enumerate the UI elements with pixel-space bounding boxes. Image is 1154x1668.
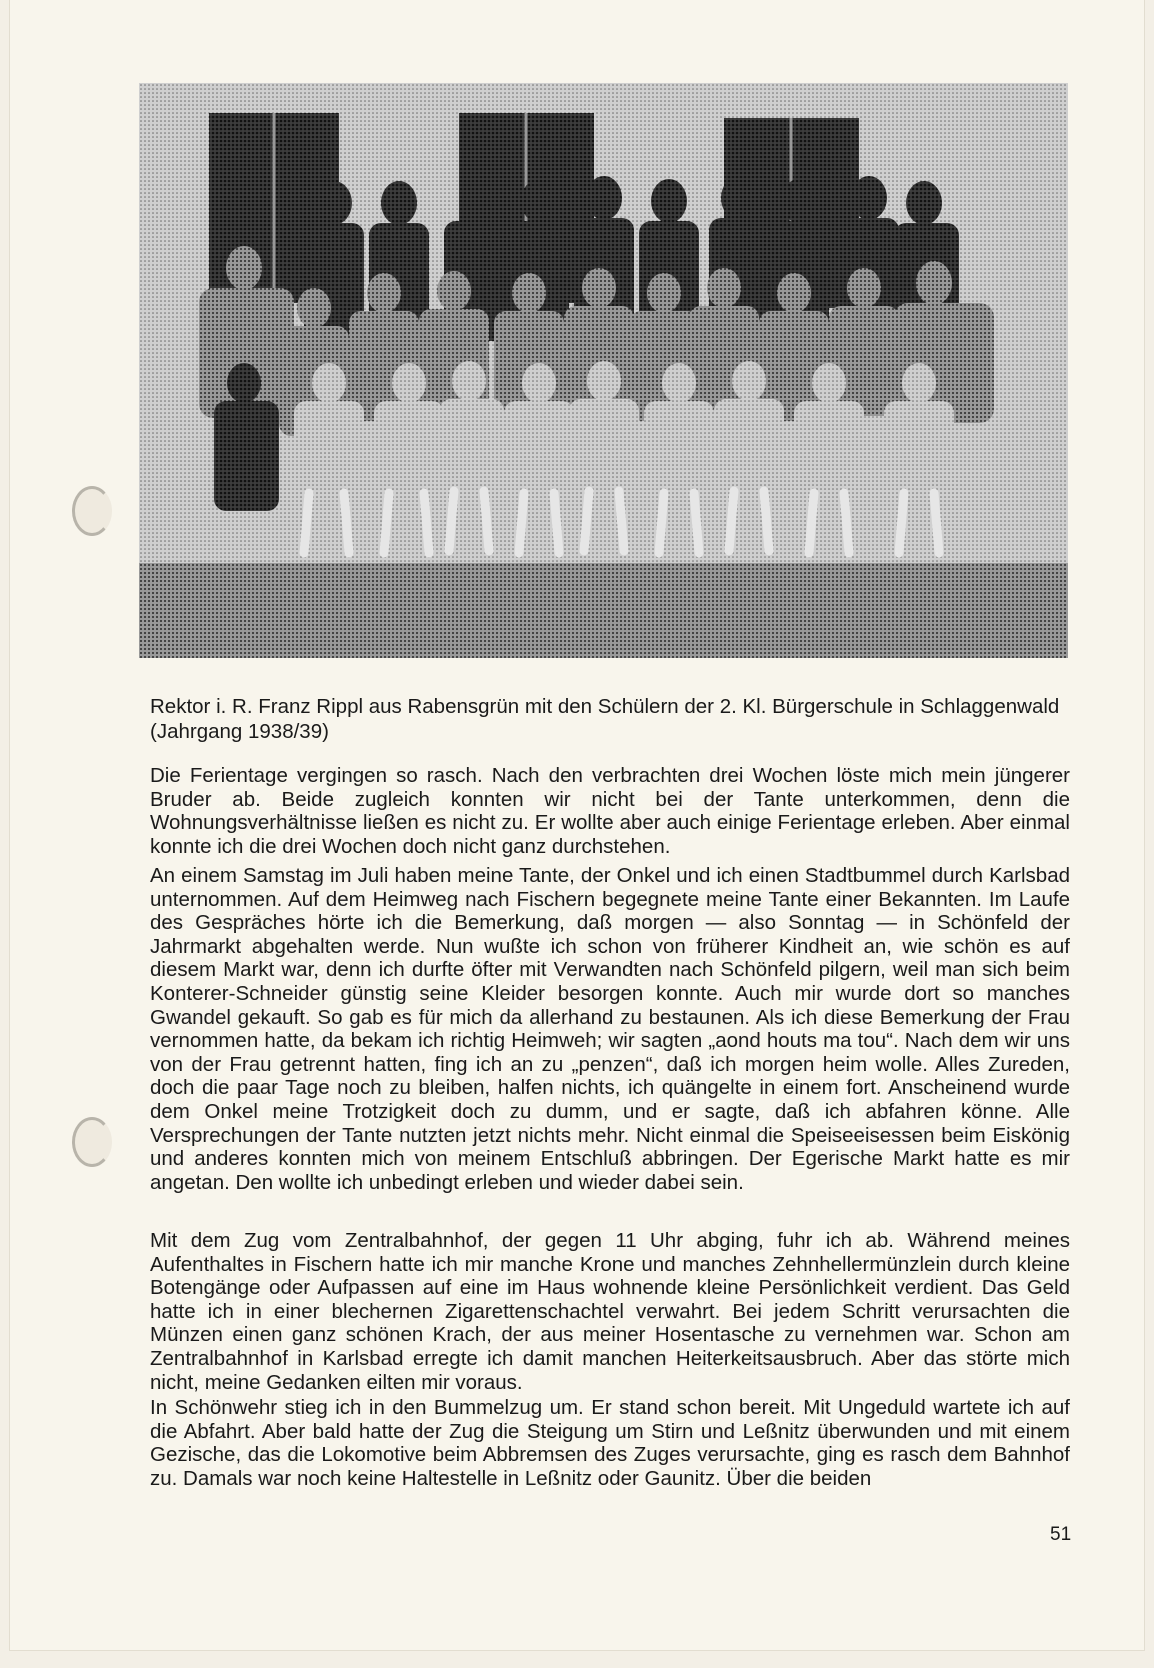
paragraph: Die Ferientage vergingen so rasch. Nach den verbrachten drei Wochen löste mich mein jüngerer Bruder ab. Beide zugleich konnten wir nicht bei der Tante unterkommen, denn die Wohnungsverhältnisse ließen es nicht zu. Er wollte aber auch einige Ferientage erleben. Aber einmal konnte ich die drei Wochen doch nicht ganz durchstehen. <box>150 764 1070 858</box>
class-group-photo <box>139 83 1068 658</box>
group-photo-icon <box>139 83 1068 658</box>
paragraph: An einem Samstag im Juli haben meine Tante, der Onkel und ich einen Stadtbummel durch Karlsbad unternommen. Auf dem Heimweg nach Fischern begegnete meine Tante einer Bekannten. Im Laufe des Gespräches hörte ich die Bemerkung, daß morgen — also Sonntag — in Schönfeld der Jahrmarkt abgehalten werde. Nun wußte ich schon von früherer Kindheit an, wie schön es auf diesem Markt war, denn ich durfte öfter mit Verwandten nach Schönfeld pilgern, weil man sich beim Konterer-Schneider günstig seine Kleider besorgen konnte. Auch mir wurde dort so manches Gwandel gekauft. So gab es für mich da allerhand zu bestaunen. Als ich diese Bemerkung der Frau vernommen hatte, da bekam ich richtig Heimweh; wir sagten „aond houts ma tou“. Nach dem wir uns von der Frau getrennt hatten, fing ich an zu „penzen“, daß ich morgen heim wolle. Alles Zureden, doch die paar Tage noch zu bleiben, halfen nichts, ich quängelte in einem fort. Anscheinend wurde dem Onkel meine Trotzigkeit doch zu dumm, und er sagte, daß ich abfahren könne. Alle Versprechungen der Tante nutzten jetzt nichts mehr. Nicht einmal die Speiseeisessen beim Eiskönig und anderes konnten mich von meinem Entschluß abbringen. Der Egerische Markt hatte es mir angetan. Den wollte ich unbedingt erleben und wieder dabei sein. <box>150 864 1070 1194</box>
punch-hole-icon <box>72 1117 112 1167</box>
page-number: 51 <box>1050 1524 1072 1545</box>
punch-hole-icon <box>72 486 112 536</box>
paragraph: Mit dem Zug vom Zentralbahnhof, der gegen 11 Uhr abging, fuhr ich ab. Während meines Aufenthaltes in Fischern hatte ich mir manche Krone und manches Zehnhellermünzlein durch kleine Botengänge oder Aufpassen auf eine im Haus wohnende kleine Persönlichkeit verdient. Das Geld hatte ich in einer blechernen Zigarettenschachtel verwahrt. Bei jedem Schritt verursachten die Münzen einen ganz schönen Krach, der aus meiner Hosentasche zu vernehmen war. Schon am Zentralbahnhof in Karlsbad erregte ich damit manchen Heiterkeitsausbruch. Aber das störte mich nicht, meine Gedanken eilten mir voraus. <box>150 1229 1070 1394</box>
paragraph: In Schönwehr stieg ich in den Bummelzug um. Er stand schon bereit. Mit Ungeduld wartete ich auf die Abfahrt. Aber bald hatte der Zug die Steigung um Stirn und Leßnitz überwunden und mit einem Gezische, das die Lokomotive beim Abbremsen des Zuges verursachte, ging es rasch dem Bahnhof zu. Damals war noch keine Haltestelle in Leßnitz oder Gaunitz. Über die beiden <box>150 1396 1070 1490</box>
book-page <box>10 0 1144 1650</box>
photo-caption: Rektor i. R. Franz Rippl aus Rabensgrün mit den Schülern der 2. Kl. Bürgerschule in Schlaggenwald (Jahrgang 1938/39) <box>150 695 1060 743</box>
